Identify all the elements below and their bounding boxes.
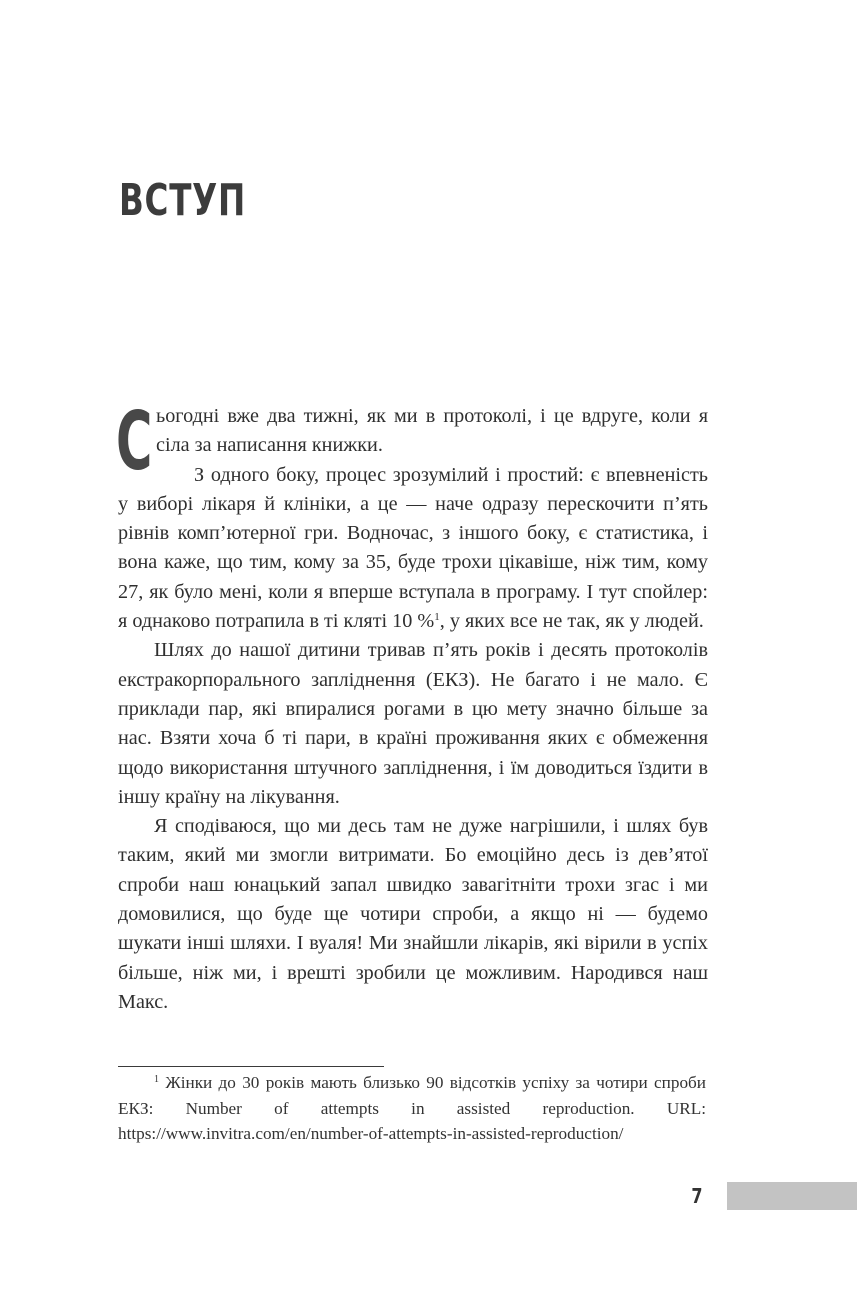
drop-cap: С (116, 395, 153, 488)
paragraph-2: Шлях до нашої дитини тривав п’ять років і десять протоколів екстракорпорального запліднення (ЕКЗ). Не багато і не мало. Є приклади пар, які впиралися рогами в цю мету значно більше за нас. Взяти хоча б ті пари, в країні проживання яких є обмеження щодо використання штучного запліднення, і їм доводиться їздити в іншу країну на лікування. (118, 639, 708, 808)
page-number: 7 (691, 1184, 703, 1208)
paragraph-1 (116, 395, 708, 488)
chapter-title: ВСТУП (119, 175, 246, 227)
paragraph-1-continuation (118, 461, 708, 637)
footnote-text: Жінки до 30 років мають близько 90 відсотків успіху за чотири спроби ЕКЗ: Number of attempts in assisted reproduction. URL: https://www.invitra.com/en/number-of-attempts-in-assisted-reproduction/ (118, 1073, 706, 1143)
footnote-number: 1 (154, 1074, 159, 1085)
paragraph-1-ending: , у яких все не так, як у людей. (439, 610, 704, 633)
page-edge-tab (727, 1182, 857, 1210)
footnote-reference: 1 (434, 611, 440, 624)
chapter-body (116, 395, 708, 1017)
footnote-divider (118, 1066, 384, 1067)
paragraph-1-opening: ьогодні вже два тижні, як ми в протоколі, і це вдруге, коли я сіла за написання книжки. (156, 405, 708, 457)
footnote-text-block (118, 1070, 706, 1147)
paragraph-3: Я сподіваюся, що ми десь там не дуже нагрішили, і шлях був таким, який ми змогли витримати. Бо емоційно десь із дев’ятої спроби наш юнацький запал швидко завагітніти трохи згас і ми домовилися, що буде ще чотири спроби, а якщо ні — будемо шукати інші шляхи. І вуаля! Ми знайшли лікарів, які вірили в успіх більше, ніж ми, і врешті зробили це можливим. Народився наш Макс. (118, 815, 708, 1013)
footnote (118, 1070, 706, 1147)
paragraph-1-text: З одного боку, процес зрозумілий і простий: є впевненість у виборі лікаря й клініки, а це — наче одразу перескочити п’ять рівнів комп’ютерної гри. Водночас, з іншого боку, є статистика, і вона каже, що тим, кому за 35, буде трохи цікавіше, ніж тим, кому 27, як було мені, коли я вперше вступала в програму. І тут спойлер: я однаково потрапила в ті кляті 10 % (118, 463, 708, 633)
